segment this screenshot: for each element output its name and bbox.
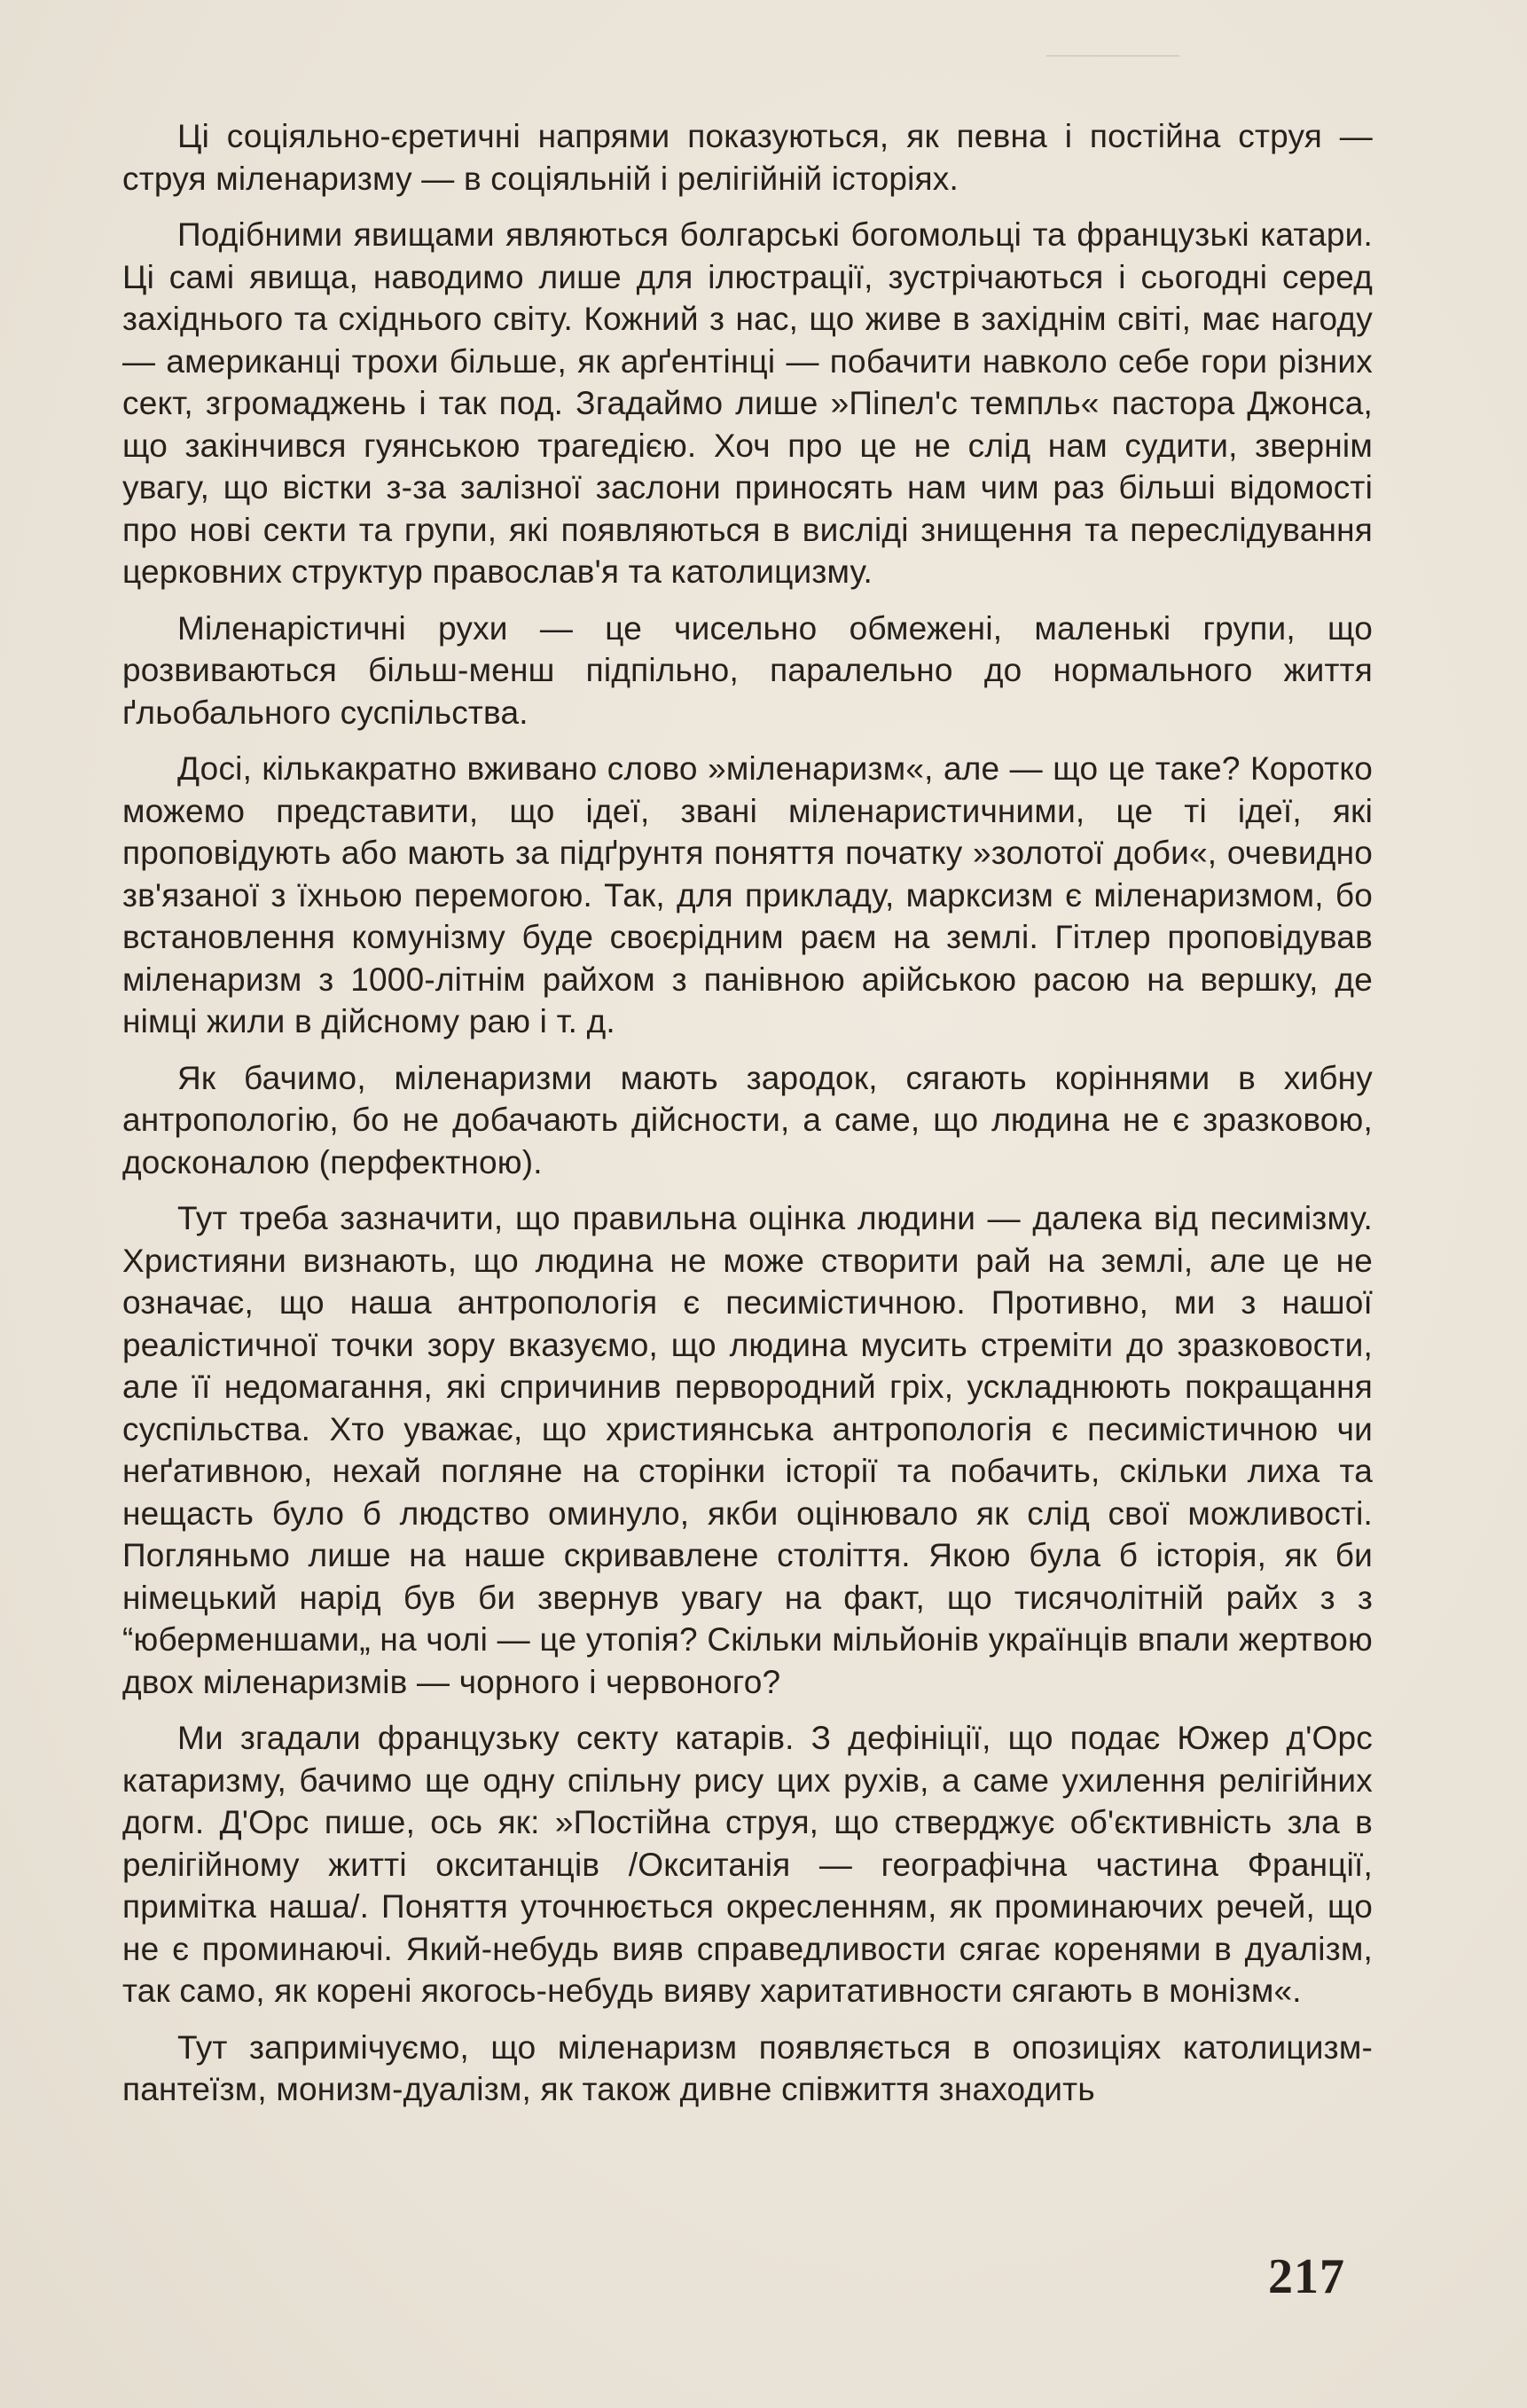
paragraph-1: Ці соціяльно-єретичні напрями показуються, як певна і постійна струя — струя міленаризму — в соціяльній і релігійній історіях. — [122, 118, 1373, 197]
body-text — [122, 115, 1373, 2125]
paragraph-7: Ми згадали французьку секту катарів. З дефініції, що подає Южер д'Орс катаризму, бачимо ще одну спільну рису цих рухів, а саме ухилення релігійних догм. Д'Орс пише, ось як: »Постійна струя, що стверджує об'єктивність зла в релігійному житті окситанців /Окситанія — географічна частина Франції, примітка наша/. Поняття уточнюється окресленням, як проминаючих речей, що не є проминаючі. Який-небудь вияв справедливости сягає коренями в дуалізм, так само, як корені якогось-небудь вияву харитативности сягають в монізм«. — [122, 1720, 1373, 2009]
paragraph-8: Тут запримічуємо, що міленаризм появляється в опозиціях католицизм-пантеїзм, монизм-дуалізм, як також дивне співжиття знаходить — [122, 2028, 1373, 2107]
paragraph-5: Як бачимо, міленаризми мають зародок, сягають коріннями в хибну антропологію, бо не добачають дійсности, а саме, що людина не є зразковою, досконалою (перфектною). — [122, 1059, 1373, 1180]
paragraph-3: Міленарістичні рухи — це чисельно обмежені, маленькі групи, що розвиваються більш-менш підпільно, паралельно до нормального життя ґльобального суспільства. — [122, 609, 1373, 731]
page-top-rule — [1046, 55, 1179, 57]
paragraph-2: Подібними явищами являються болгарські богомольці та французькі катари. Ці самі явища, наводимо лише для ілюстрації, зустрічаються і сьогодні серед західнього та східнього світу. Кожний з нас, що живе в західнім світі, має нагоду — американці трохи більше, як арґентінці — побачити навколо себе гори різних сект, згромаджень і так под. Згадаймо лише »Піпел'с темпль« пастора Джонса, що закінчився гуянською трагедією. Хоч про це не слід нам судити, звернім увагу, що вістки з-за залізної заслони приносять нам чим раз більші відомості про нові секти та групи, які появляються в висліді знищення та переслідування церковних структур православ'я та католицизму. — [122, 216, 1373, 590]
paragraph-4: Досі, кількакратно вживано слово »міленаризм«, але — що це таке? Коротко можемо представити, що ідеї, звані міленаристичними, це ті ідеї, які проповідують або мають за підґрунтя поняття початку »золотої доби«, очевидно зв'язаної з їхньою перемогою. Так, для прикладу, марксизм є міленаризмом, бо встановлення комунізму буде своєрідним раєм на землі. Гітлер проповідував міленаризм з 1000-літнім райхом з панівною арійською расою на вершку, де німці жили в дійсному раю і т. д. — [122, 750, 1373, 1039]
page-number: 217 — [1268, 2249, 1345, 2304]
paragraph-6: Тут треба зазначити, що правильна оцінка людини — далека від песимізму. Християни визнають, що людина не може створити рай на землі, але це не означає, що наша антропологія є песимістичною. Противно, ми з нашої реалістичної точки зору вказуємо, що людина мусить стреміти до зразковости, але її недомагання, які спричинив первородний гріх, ускладнюють покращання суспільства. Хто уважає, що християнська антропологія є песимістичною чи неґативною, нехай погляне на сторінки історії та побачить, скільки лиха та нещасть було б людство оминуло, якби оцінювало як слід свої можливості. Погляньмо лише на наше скривавлене століття. Якою була б історія, як би німецький нарід був би звернув увагу на факт, що тисячолітній райх з з “юберменшами„ на чолі — це утопія? Скільки мільйонів українців впали жертвою двох міленаризмів — чорного і червоного? — [122, 1200, 1373, 1700]
